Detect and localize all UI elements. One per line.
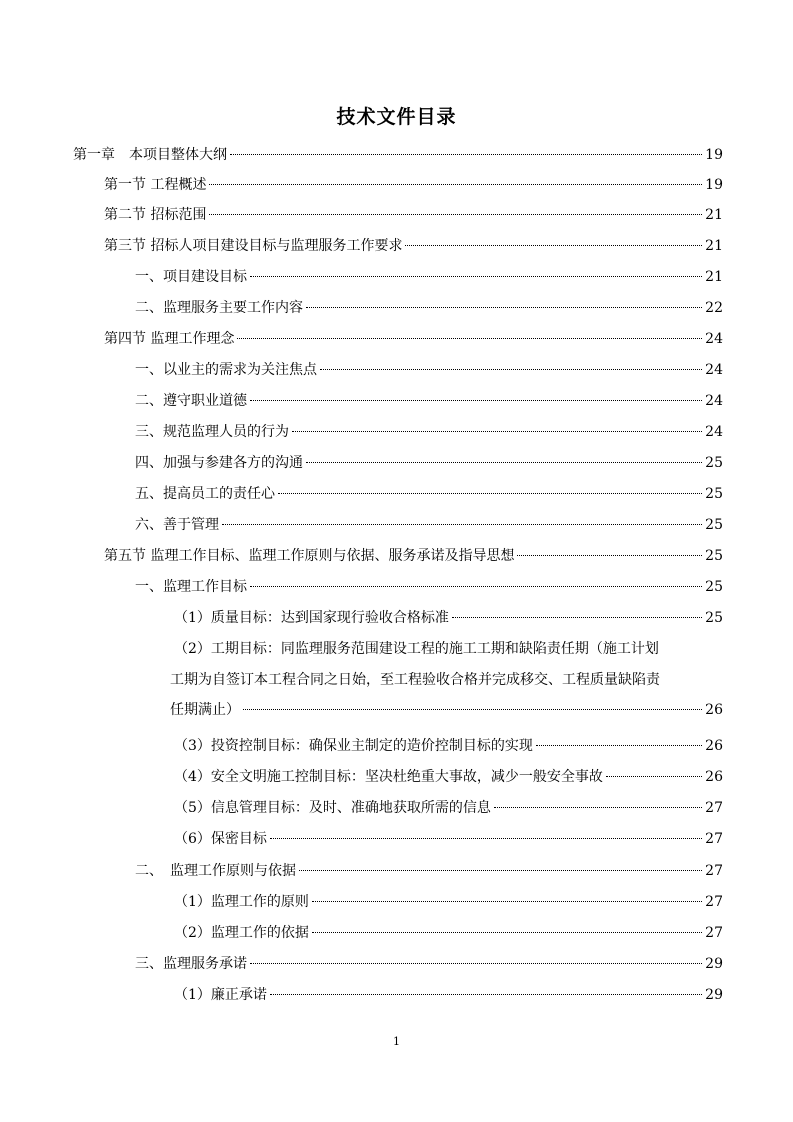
toc-page-number: 24 — [705, 331, 723, 347]
toc-entry[interactable] — [0, 856, 723, 886]
toc-entry[interactable] — [0, 793, 723, 823]
toc-page-number: 27 — [705, 863, 723, 879]
toc-dot-leader — [306, 307, 702, 308]
toc-page-number: 21 — [705, 269, 723, 285]
toc-dot-leader — [405, 245, 702, 246]
toc-dot-leader — [299, 870, 702, 871]
toc-dot-leader — [536, 745, 702, 746]
toc-entry-text: （4）安全文明施工控制目标：坚决杜绝重大事故，减少一般安全事故 — [174, 769, 603, 785]
toc-entry[interactable] — [0, 572, 723, 602]
toc-dot-leader — [250, 586, 702, 587]
toc-entry-text: 五、提高员工的责任心 — [135, 486, 275, 502]
toc-entry[interactable] — [0, 980, 723, 1010]
toc-dot-leader — [312, 901, 702, 902]
toc-entry[interactable] — [0, 949, 723, 979]
toc-dot-leader — [320, 369, 702, 370]
toc-page-number: 25 — [705, 548, 723, 564]
toc-dot-leader — [517, 555, 702, 556]
toc-entry-text: 三、监理服务承诺 — [135, 956, 247, 972]
toc-entry-text: 第三节 招标人项目建设目标与监理服务工作要求 — [104, 238, 403, 254]
toc-entry-text: 第五节 监理工作目标、监理工作原则与依据、服务承诺及指导思想 — [104, 548, 515, 564]
toc-entry-text: （1）质量目标：达到国家现行验收合格标准 — [174, 610, 449, 626]
toc-dot-leader — [312, 932, 702, 933]
toc-dot-leader — [250, 963, 702, 964]
toc-entry-text: 六、善于管理 — [135, 517, 219, 533]
toc-entry[interactable] — [0, 386, 723, 416]
toc-dot-leader — [209, 184, 702, 185]
toc-entry-text: 二、遵守职业道德 — [135, 393, 247, 409]
toc-entry-text: 任期满止） — [170, 702, 240, 718]
toc-page-number: 25 — [705, 517, 723, 533]
toc-entry[interactable] — [0, 510, 723, 540]
toc-dot-leader — [278, 493, 702, 494]
toc-entry-text: （2）监理工作的依据 — [174, 925, 309, 941]
toc-page-number: 19 — [705, 177, 723, 193]
toc-dot-leader — [237, 338, 702, 339]
toc-entry-text: 一、以业主的需求为关注焦点 — [135, 362, 317, 378]
toc-page-number: 24 — [705, 424, 723, 440]
toc-page-number: 27 — [705, 800, 723, 816]
toc-entry[interactable] — [0, 918, 723, 948]
toc-entry-text: （5）信息管理目标：及时、准确地获取所需的信息 — [174, 800, 491, 816]
toc-entry-text: 一、监理工作目标 — [135, 579, 247, 595]
toc-page-number: 25 — [705, 610, 723, 626]
toc-dot-leader — [250, 400, 702, 401]
toc-entry[interactable] — [0, 417, 723, 447]
toc-entry-text: 二、 监理工作原则与依据 — [135, 863, 296, 879]
toc-dot-leader — [270, 994, 702, 995]
toc-entry-text: （1）监理工作的原则 — [174, 894, 309, 910]
toc-page-number: 26 — [705, 738, 723, 754]
toc-page-number: 21 — [705, 207, 723, 223]
toc-entry[interactable] — [0, 887, 723, 917]
toc-page-number: 25 — [705, 455, 723, 471]
toc-dot-leader — [270, 838, 702, 839]
toc-page-number: 29 — [705, 987, 723, 1003]
toc-entry-text: 四、加强与参建各方的沟通 — [135, 455, 303, 471]
toc-dot-leader — [292, 431, 702, 432]
toc-entry-multiline[interactable] — [170, 634, 723, 726]
toc-entry-text: （1）廉正承诺 — [174, 987, 267, 1003]
toc-entry[interactable] — [0, 479, 723, 509]
toc-entry-text: 一、项目建设目标 — [135, 269, 247, 285]
toc-entry-text: 第二节 招标范围 — [104, 207, 207, 223]
toc-entry-text: （3）投资控制目标：确保业主制定的造价控制目标的实现 — [174, 738, 533, 754]
toc-page-number: 21 — [705, 238, 723, 254]
toc-dot-leader — [243, 709, 702, 710]
toc-entry-line: 工期为自签订本工程合同之日始，至工程验收合格并完成移交、工程质量缺陷责 — [170, 671, 660, 688]
toc-entry[interactable] — [0, 231, 723, 261]
toc-dot-leader — [606, 776, 702, 777]
toc-page-number: 24 — [705, 393, 723, 409]
toc-page-number: 27 — [705, 894, 723, 910]
toc-page-number: 25 — [705, 579, 723, 595]
toc-entry-line: （2）工期目标：同监理服务范围建设工程的施工工期和缺陷责任期（施工计划 — [174, 641, 659, 657]
toc-entry[interactable] — [0, 603, 723, 633]
toc-entry-text: （6）保密目标 — [174, 831, 267, 847]
toc-page-number: 19 — [705, 147, 723, 163]
page-number-footer: 1 — [393, 1035, 400, 1048]
toc-entry-text: 二、监理服务主要工作内容 — [135, 300, 303, 316]
toc-entry[interactable] — [0, 824, 723, 854]
toc-page-number: 22 — [705, 300, 723, 316]
toc-entry-text: 第一章 本项目整体大纲 — [73, 147, 227, 163]
toc-entry-text: 第四节 监理工作理念 — [104, 331, 235, 347]
toc-page-number: 24 — [705, 362, 723, 378]
toc-entry[interactable] — [0, 262, 723, 292]
toc-page-number: 26 — [705, 769, 723, 785]
toc-entry[interactable] — [0, 731, 723, 761]
toc-dot-leader — [230, 154, 702, 155]
toc-page-number: 29 — [705, 956, 723, 972]
toc-page-number: 27 — [705, 831, 723, 847]
toc-entry[interactable] — [0, 324, 723, 354]
toc-entry[interactable] — [0, 200, 723, 230]
toc-entry[interactable] — [0, 170, 723, 200]
toc-page-number: 26 — [705, 702, 723, 718]
toc-dot-leader — [452, 617, 702, 618]
toc-entry-line-last — [170, 695, 723, 726]
toc-entry[interactable] — [0, 448, 723, 478]
document-title: 技术文件目录 — [336, 106, 457, 128]
toc-dot-leader — [494, 807, 702, 808]
toc-entry[interactable] — [0, 355, 723, 385]
toc-dot-leader — [306, 462, 702, 463]
toc-entry-text: 三、规范监理人员的行为 — [135, 424, 289, 440]
toc-entry[interactable] — [0, 762, 723, 792]
toc-dot-leader — [222, 524, 702, 525]
toc-dot-leader — [209, 214, 702, 215]
toc-dot-leader — [250, 276, 702, 277]
toc-entry[interactable] — [0, 140, 723, 170]
toc-page-number: 27 — [705, 925, 723, 941]
toc-entry[interactable] — [0, 541, 723, 571]
toc-entry[interactable] — [0, 293, 723, 323]
toc-entry-text: 第一节 工程概述 — [104, 177, 207, 193]
toc-page-number: 25 — [705, 486, 723, 502]
